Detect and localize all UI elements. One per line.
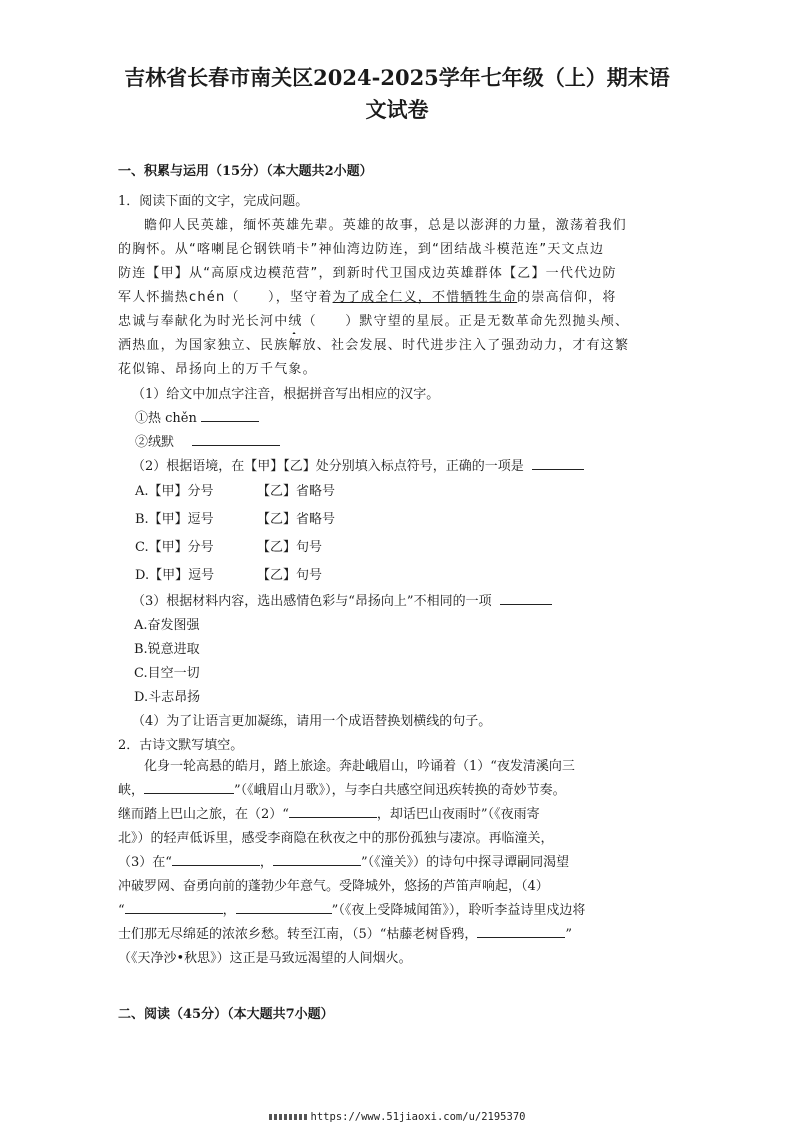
passage-line bbox=[118, 899, 683, 923]
dotted-character: 绒 bbox=[288, 314, 303, 329]
answer-blank[interactable] bbox=[236, 901, 332, 914]
question-1-passage bbox=[118, 214, 678, 382]
passage-line: 的胸怀。从“喀喇昆仑钢铁哨卡”神仙湾边防连，到“团结战斗模范连”天文点边 bbox=[118, 242, 605, 257]
title-line-2: 文试卷 bbox=[365, 97, 429, 122]
answer-blank[interactable] bbox=[477, 925, 565, 938]
pinyin-blank: chén（ ） bbox=[189, 290, 276, 305]
sub1-item-2-label: ②绒默 bbox=[135, 435, 175, 450]
sub-question-4: （4）为了让语言更加凝练，请用一个成语替换划横线的句子。 bbox=[132, 714, 492, 729]
passage-text: 忠诚与奉献化为时光长河中 bbox=[118, 314, 289, 329]
answer-blank[interactable] bbox=[500, 592, 552, 605]
passage-text: 的崇高信仰，将 bbox=[517, 290, 617, 305]
passage-line bbox=[118, 779, 683, 803]
sub2-text: （2）根据语境，在【甲】【乙】处分别填入标点符号，正确的一项是 bbox=[132, 459, 524, 474]
sub1-item-2 bbox=[135, 431, 280, 450]
option-a: A.【甲】分号 bbox=[135, 484, 214, 499]
watermark-logo-icon bbox=[269, 1114, 307, 1120]
option-item: C.目空一切 bbox=[134, 666, 200, 681]
option-a: C.【甲】分号 bbox=[135, 540, 214, 555]
option-row bbox=[135, 564, 322, 583]
option-item: B.锐意进取 bbox=[134, 642, 200, 657]
answer-blank[interactable] bbox=[289, 805, 377, 818]
passage-line bbox=[118, 923, 683, 947]
option-item: A.奋发图强 bbox=[134, 618, 200, 633]
passage-line bbox=[118, 851, 683, 875]
passage-text: ”（《潼关》）的诗句中探寻谭嗣同渴望 bbox=[360, 855, 570, 870]
option-b: 【乙】句号 bbox=[257, 540, 323, 555]
passage-text: ， bbox=[259, 855, 273, 870]
passage-line: 北》）的轻声低诉里，感受李商隐在秋夜之中的那份孤独与凄凉。再临潼关， bbox=[118, 831, 554, 846]
passage-text: ，坚守着 bbox=[275, 290, 333, 305]
option-a: D.【甲】逗号 bbox=[135, 568, 215, 583]
answer-blank[interactable] bbox=[201, 409, 259, 422]
option-a: B.【甲】逗号 bbox=[135, 512, 214, 527]
option-row bbox=[135, 536, 322, 555]
passage-text: ， bbox=[222, 903, 236, 918]
sub-question-1: （1）给文中加点字注音，根据拼音写出相应的汉字。 bbox=[132, 387, 440, 402]
passage-line: 洒热血，为国家独立、民族解放、社会发展、时代进步注入了强劲动力，才有这繁 bbox=[118, 338, 630, 353]
passage-line: 冲破罗网、奋勇向前的蓬勃少年意气。受降城外，悠扬的芦笛声响起，（4） bbox=[118, 879, 549, 894]
passage-text: ”（《峨眉山月歌》），与李白共感空间迅疾转换的奇妙节奏。 bbox=[234, 783, 566, 798]
passage-text: 军人怀揣热 bbox=[118, 290, 190, 305]
option-b: 【乙】省略号 bbox=[257, 484, 336, 499]
sub-question-2 bbox=[132, 455, 584, 474]
passage-text: ，却话巴山夜雨时”（《夜雨寄 bbox=[376, 807, 540, 822]
passage-text: 峡， bbox=[118, 783, 145, 798]
title-line-1: 吉林省长春市南关区2024-2025学年七年级（上）期末语 bbox=[124, 65, 670, 90]
passage-text: （ ）默守望的星辰。正是无数革命先烈抛头颅、 bbox=[302, 314, 630, 329]
passage-text: 继而踏上巴山之旅，在（2）“ bbox=[118, 807, 289, 822]
option-b: 【乙】句号 bbox=[257, 568, 323, 583]
sub3-text: （3）根据材料内容，选出感情色彩与“昂扬向上”不相同的一项 bbox=[132, 594, 492, 609]
passage-line bbox=[118, 310, 678, 334]
passage-line: （《天净沙•秋思》）这正是马致远渴望的人间烟火。 bbox=[118, 951, 412, 966]
passage-text: 士们那无尽绵延的浓浓乡愁。转至江南，（5）“枯藤老树昏鸦， bbox=[118, 927, 478, 942]
page-title bbox=[100, 62, 694, 126]
passage-text: （3）在“ bbox=[118, 855, 172, 870]
passage-text: ” bbox=[565, 927, 573, 942]
passage-line: 化身一轮高悬的皓月，踏上旅途。奔赴峨眉山，吟诵着（1）“夜发清溪向三 bbox=[144, 759, 575, 774]
option-row bbox=[135, 480, 335, 499]
answer-blank[interactable] bbox=[172, 853, 260, 866]
underlined-sentence: 为了成全仁义，不惜牺牲生命 bbox=[332, 290, 518, 305]
passage-line: 花似锦、昂扬向上的万千气象。 bbox=[118, 362, 317, 377]
question-1-stem: 1．阅读下面的文字，完成问题。 bbox=[118, 194, 309, 209]
passage-text: ”（《夜上受降城闻笛》），聆听李益诗里戍边将 bbox=[331, 903, 586, 918]
answer-blank[interactable] bbox=[192, 433, 280, 446]
passage-line: 瞻仰人民英雄，缅怀英雄先辈。英雄的故事，总是以澎湃的力量，激荡着我们 bbox=[144, 218, 627, 233]
option-b: 【乙】省略号 bbox=[257, 512, 336, 527]
passage-line bbox=[118, 803, 683, 827]
section-1-heading: 一、积累与运用（15分）（本大题共2小题） bbox=[118, 164, 373, 179]
answer-blank[interactable] bbox=[125, 901, 223, 914]
footer bbox=[0, 1111, 794, 1123]
question-2-stem: 2．古诗文默写填空。 bbox=[118, 738, 244, 753]
footer-url[interactable]: https://www.51jiaoxi.com/u/2195370 bbox=[310, 1111, 526, 1123]
sub1-item-1 bbox=[135, 407, 259, 426]
section-2-heading: 二、阅读（45分）（本大题共7小题） bbox=[118, 1007, 334, 1022]
passage-line bbox=[118, 286, 678, 310]
option-item: D.斗志昂扬 bbox=[134, 690, 201, 705]
option-row bbox=[135, 508, 335, 527]
passage-text: “ bbox=[118, 903, 125, 918]
sub-question-3 bbox=[132, 590, 552, 609]
answer-blank[interactable] bbox=[532, 457, 584, 470]
answer-blank[interactable] bbox=[144, 781, 234, 794]
answer-blank[interactable] bbox=[273, 853, 361, 866]
sub1-item-1-label: ①热 chěn bbox=[135, 411, 197, 426]
question-2-passage bbox=[118, 755, 683, 971]
passage-line: 防连【甲】从“高原戍边模范营”，到新时代卫国戍边英雄群体【乙】一代代边防 bbox=[118, 266, 617, 281]
